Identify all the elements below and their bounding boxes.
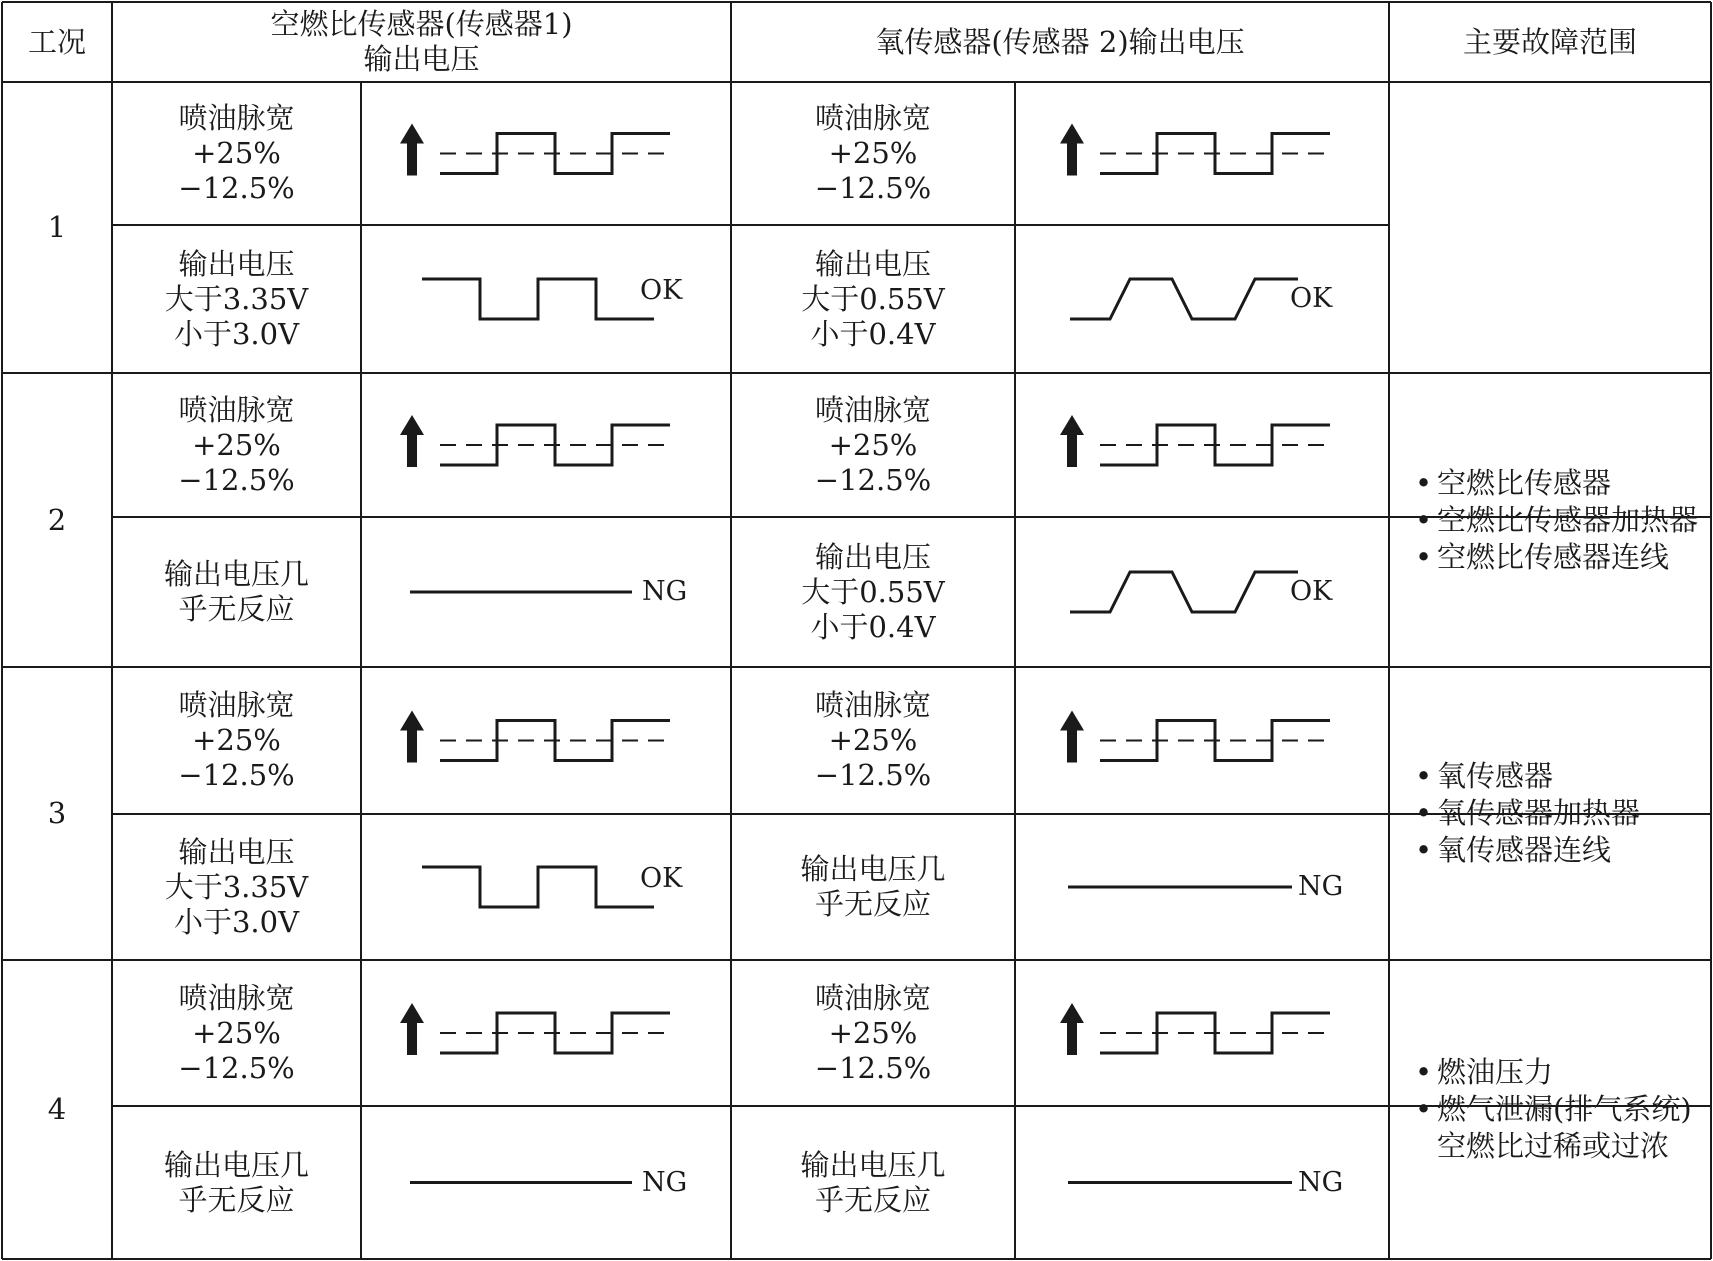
s1-result-tag: OK xyxy=(640,863,683,894)
condition-text: 2 xyxy=(47,502,67,537)
s2-output-label xyxy=(731,1106,1015,1259)
s2-output-line: 输出电压 xyxy=(814,539,931,574)
s2-inject-line: +25% xyxy=(828,136,918,170)
s2-inject-wave-1-arrow-icon xyxy=(1060,124,1084,176)
s1-inject-line: −12.5% xyxy=(178,462,295,497)
s2-inject-line: 喷油脉宽 xyxy=(814,688,931,722)
s1-output-label xyxy=(112,517,361,667)
s1-inject-line: +25% xyxy=(192,136,281,170)
s1-output-line: 小于3.0V xyxy=(173,904,300,939)
s2-output-line: 大于0.55V xyxy=(801,574,945,609)
s2-inject-wave-2-arrow-icon xyxy=(1060,415,1084,467)
s2-inject-line: +25% xyxy=(828,723,918,757)
s1-inject-line: −12.5% xyxy=(178,171,295,205)
s1-inject-line: 喷油脉宽 xyxy=(178,980,295,1015)
s2-inject-line: 喷油脉宽 xyxy=(814,980,931,1015)
header-fault-range xyxy=(1389,2,1711,82)
s1-output-label xyxy=(112,814,361,960)
s1-output-line: 乎无反应 xyxy=(178,592,295,626)
s1-inject-line: 喷油脉宽 xyxy=(178,688,295,722)
s1-output-line: 大于3.35V xyxy=(164,869,309,904)
s1-output-line: 输出电压 xyxy=(178,246,295,281)
s1-output-3-square-wave xyxy=(422,867,654,907)
s2-output-line: 大于0.55V xyxy=(801,281,945,316)
s1-inject-wave-2-arrow-icon xyxy=(400,415,424,467)
s1-inject-label xyxy=(112,373,361,517)
s1-result-tag: NG xyxy=(642,1166,688,1198)
s2-output-label xyxy=(731,517,1015,667)
fault-item: • 空燃比传感器连线 xyxy=(1415,539,1698,576)
s2-inject-line: −12.5% xyxy=(814,462,932,497)
fault-item: • 氧传感器加热器 xyxy=(1415,795,1640,832)
s1-inject-line: −12.5% xyxy=(178,1050,295,1085)
s1-inject-line: +25% xyxy=(192,427,281,462)
s1-output-line: 大于3.35V xyxy=(164,281,309,316)
s1-inject-label xyxy=(112,82,361,225)
fault-item: • 空燃比传感器 xyxy=(1415,465,1698,502)
s1-output-1-square-wave xyxy=(422,279,654,319)
s2-result-tag: OK xyxy=(1290,576,1333,607)
header-sensor2 xyxy=(731,2,1389,82)
s2-inject-line: 喷油脉宽 xyxy=(814,101,931,135)
fault-range-cell xyxy=(1389,960,1711,1259)
condition-number xyxy=(2,373,112,667)
s1-result-tag: OK xyxy=(640,275,683,306)
s2-output-label xyxy=(731,225,1015,373)
condition-number xyxy=(2,667,112,960)
fault-item: • 氧传感器连线 xyxy=(1415,832,1640,869)
s2-output-2-trapezoid-wave xyxy=(1070,572,1298,612)
condition-text: 3 xyxy=(47,796,67,830)
s1-output-line: 乎无反应 xyxy=(178,1182,295,1217)
s2-inject-label xyxy=(731,667,1015,814)
header-sensor1-line1: 空燃比传感器(传感器1) xyxy=(270,7,573,41)
s2-inject-line: −12.5% xyxy=(814,758,932,792)
s1-inject-line: −12.5% xyxy=(178,758,295,792)
s2-inject-label xyxy=(731,82,1015,225)
s1-inject-line: 喷油脉宽 xyxy=(178,101,295,135)
s2-inject-wave-4-arrow-icon xyxy=(1060,1003,1084,1055)
fault-item: • 燃油压力 xyxy=(1415,1054,1692,1091)
header-sensor1-line2: 输出电压 xyxy=(363,42,480,76)
s2-output-line: 小于0.4V xyxy=(810,316,936,351)
fault-item: • 燃气泄漏(排气系统) xyxy=(1415,1091,1692,1128)
s2-output-label xyxy=(731,814,1015,960)
header-sensor2-text: 氧传感器(传感器 2)输出电压 xyxy=(875,24,1245,59)
s2-inject-label xyxy=(731,373,1015,517)
s2-output-line: 输出电压几 xyxy=(800,852,946,886)
fault-list xyxy=(1415,758,1640,869)
s2-inject-line: +25% xyxy=(828,427,918,462)
s2-output-line: 乎无反应 xyxy=(814,887,931,921)
s1-output-line: 输出电压几 xyxy=(163,557,309,591)
s2-output-line: 乎无反应 xyxy=(814,1182,931,1217)
fault-item: 空燃比过稀或过浓 xyxy=(1437,1129,1670,1163)
condition-text: 4 xyxy=(47,1092,67,1126)
header-condition-text: 工况 xyxy=(27,24,86,59)
s2-result-tag: OK xyxy=(1290,283,1333,314)
condition-number xyxy=(2,82,112,373)
s2-inject-label xyxy=(731,960,1015,1106)
fault-range-cell xyxy=(1389,667,1711,960)
header-sensor1 xyxy=(112,2,731,82)
s2-inject-line: −12.5% xyxy=(814,171,932,205)
s1-inject-line: +25% xyxy=(192,723,281,757)
s1-output-label xyxy=(112,225,361,373)
s2-output-line: 输出电压几 xyxy=(800,1147,946,1182)
s1-inject-label xyxy=(112,667,361,814)
s2-output-line: 输出电压 xyxy=(814,246,931,281)
fault-list xyxy=(1415,465,1698,576)
s2-output-1-trapezoid-wave xyxy=(1070,279,1298,319)
fault-item: • 空燃比传感器加热器 xyxy=(1415,502,1698,539)
s1-output-line: 输出电压几 xyxy=(163,1147,309,1182)
s1-output-label xyxy=(112,1106,361,1259)
s2-result-tag: NG xyxy=(1298,1166,1344,1198)
condition-number xyxy=(2,960,112,1259)
fault-range-cell xyxy=(1389,373,1711,667)
s1-output-line: 小于3.0V xyxy=(173,316,300,351)
s2-inject-wave-3-arrow-icon xyxy=(1060,711,1084,763)
s1-inject-label xyxy=(112,960,361,1106)
fault-item: • 氧传感器 xyxy=(1415,758,1640,795)
s2-output-line: 小于0.4V xyxy=(810,609,936,644)
s2-inject-line: −12.5% xyxy=(814,1050,932,1085)
s1-inject-wave-4-arrow-icon xyxy=(400,1003,424,1055)
s2-inject-line: +25% xyxy=(828,1015,918,1050)
header-condition xyxy=(2,2,112,82)
s2-inject-line: 喷油脉宽 xyxy=(814,392,931,427)
s1-inject-wave-3-arrow-icon xyxy=(400,711,424,763)
s1-inject-line: +25% xyxy=(192,1015,281,1050)
condition-text: 1 xyxy=(47,210,67,244)
header-fault-text: 主要故障范围 xyxy=(1462,24,1637,59)
s1-inject-wave-1-arrow-icon xyxy=(400,124,424,176)
s1-output-line: 输出电压 xyxy=(178,834,295,869)
s1-inject-line: 喷油脉宽 xyxy=(178,392,295,427)
s1-result-tag: NG xyxy=(642,576,688,607)
s2-result-tag: NG xyxy=(1298,871,1344,902)
fault-list xyxy=(1415,1054,1692,1165)
